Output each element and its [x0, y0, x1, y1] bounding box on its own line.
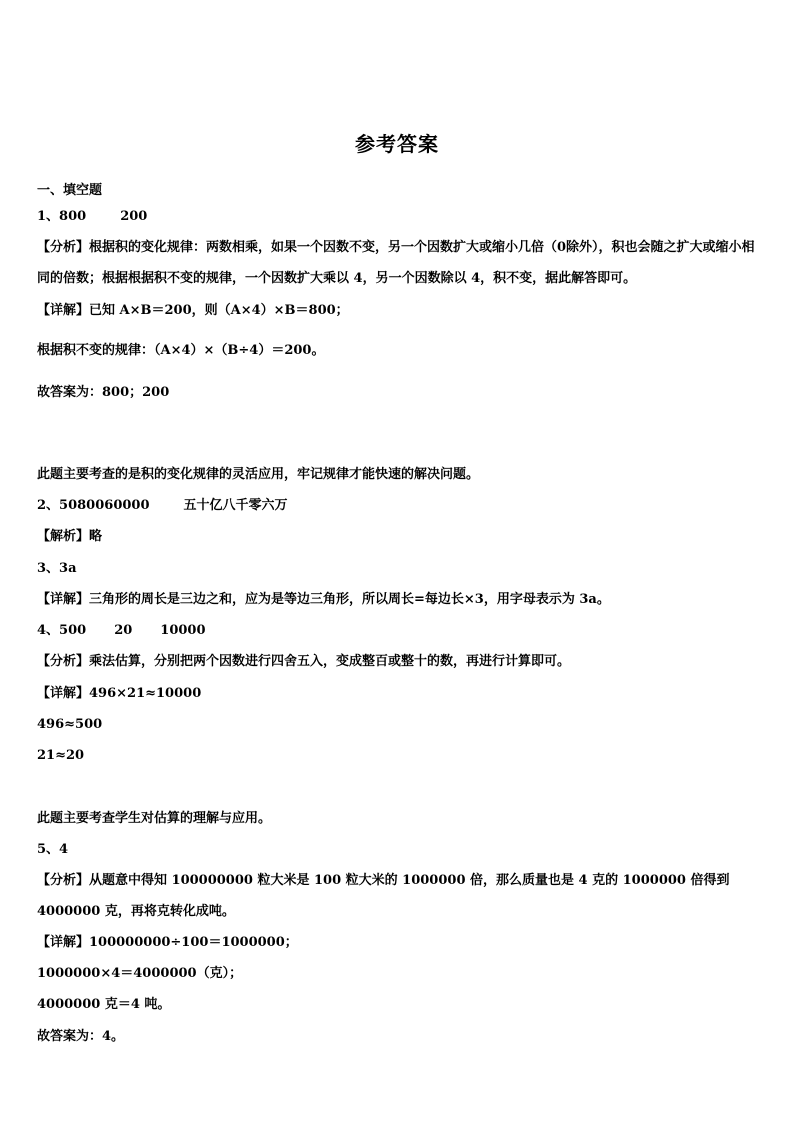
- q1-answer-line: [37, 209, 147, 225]
- q4-answer-b: 20: [114, 623, 133, 638]
- q2-answer-line: [37, 498, 288, 514]
- q1-detail: 【详解】已知 A×B＝200，则（A×4）×B＝800；: [37, 303, 349, 318]
- q1-detail-2: 根据积不变的规律：（A×4）×（B÷4）＝200。: [37, 343, 325, 358]
- q1-answer-b: 200: [120, 209, 148, 224]
- q5-detail-2: 1000000×4＝4000000（克）；: [37, 966, 243, 981]
- q4-detail-2: 496≈500: [37, 717, 103, 732]
- q5-answer: 故答案为：4。: [37, 1029, 125, 1044]
- page-title: 参考答案: [355, 132, 439, 156]
- q4-detail-3: 21≈20: [37, 748, 85, 763]
- q4-answer-line: [37, 623, 206, 639]
- q1-summary: 此题主要考查的是积的变化规律的灵活应用，牢记规律才能快速的解决问题。: [37, 467, 480, 482]
- q4-detail: 【详解】496×21≈10000: [37, 686, 202, 701]
- q2-answer-a: 2、5080060000: [37, 498, 150, 513]
- q2-answer-b: 五十亿八千零六万: [183, 498, 288, 513]
- section-heading: 一、填空题: [37, 183, 103, 198]
- q4-answer-c: 10000: [160, 623, 206, 638]
- q5-detail: 【详解】100000000÷100＝1000000；: [37, 935, 298, 950]
- q4-summary: 此题主要考查学生对估算的理解与应用。: [37, 811, 272, 826]
- q5-analysis: 【分析】从题意中得知 100000000 粒大米是 100 粒大米的 1000000 倍，那么质量也是 4 克的 1000000 倍得到 4000000 克，再将克转化成吨。: [37, 873, 730, 919]
- q3-answer-line: 3、3a: [37, 561, 77, 576]
- q1-answer-a: 1、800: [37, 209, 87, 224]
- q2-analysis: 【解析】略: [37, 529, 103, 544]
- q1-analysis: 【分析】根据积的变化规律：两数相乘，如果一个因数不变，另一个因数扩大或缩小几倍（0除外），积也会随之扩大或缩小相同的倍数；根据根据积不变的规律，一个因数扩大乘以 4，另一个因数除以 4，积不变，据此解答即可。: [37, 240, 755, 286]
- q1-answer: 故答案为：800；200: [37, 385, 170, 400]
- q4-analysis: 【分析】乘法估算，分别把两个因数进行四舍五入，变成整百或整十的数，再进行计算即可。: [37, 654, 571, 669]
- q3-detail: 【详解】三角形的周长是三边之和，应为是等边三角形，所以周长=每边长×3，用字母表示为 3a。: [37, 592, 610, 607]
- q4-answer-a: 4、500: [37, 623, 87, 638]
- q5-answer-line: 5、4: [37, 842, 69, 857]
- q5-detail-3: 4000000 克＝4 吨。: [37, 997, 171, 1012]
